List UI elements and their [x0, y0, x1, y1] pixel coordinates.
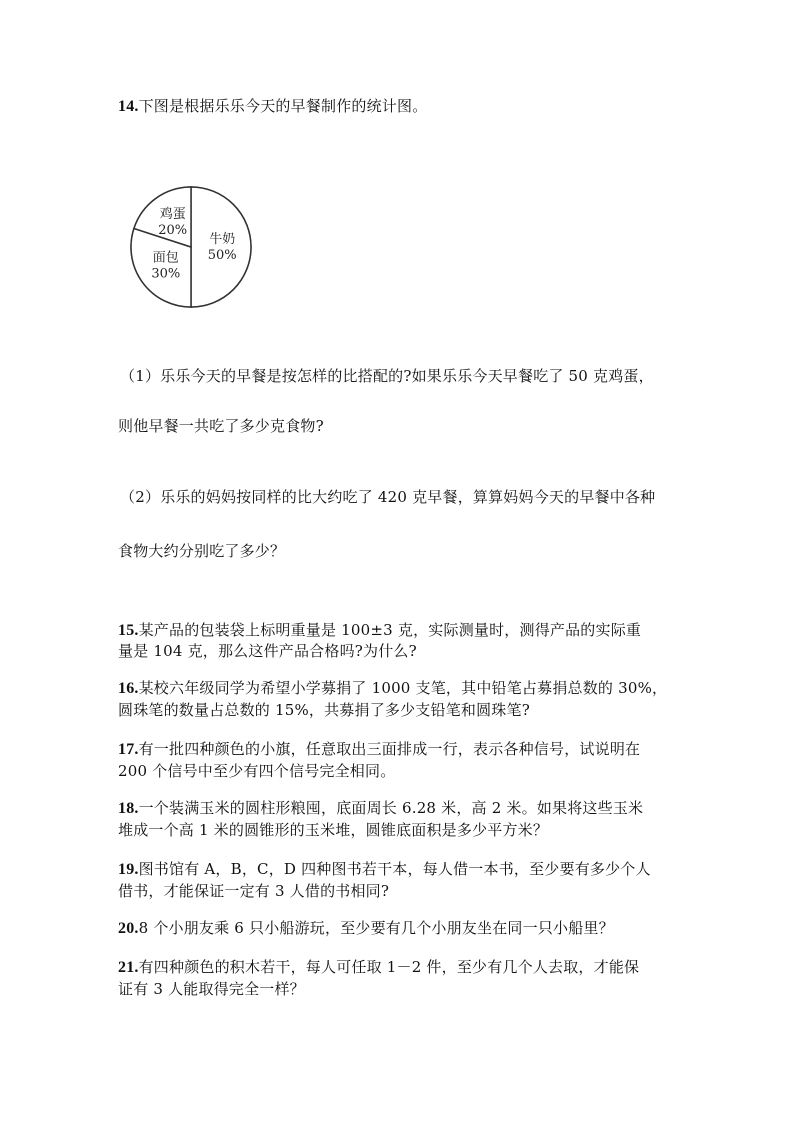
pie-slices	[131, 187, 251, 307]
question-number: 19.	[118, 861, 139, 878]
q16-line1	[118, 678, 667, 699]
question-number: 16.	[118, 680, 139, 697]
q14-sub1-line2: 则他早餐一共吃了多少克食物?	[118, 417, 324, 435]
pie-percent-label: 20%	[158, 222, 188, 238]
q19-line2: 借书，才能保证一定有 3 人借的书相同?	[118, 882, 390, 900]
breakfast-pie-chart	[128, 184, 258, 310]
pie-percent-label: 30%	[151, 266, 181, 282]
question-number: 18.	[118, 800, 139, 817]
question-text: 有一批四种颜色的小旗，任意取出三面排成一行，表示各种信号，试说明在	[138, 740, 641, 758]
q14-sub2-line2: 食物大约分别吃了多少？	[118, 542, 286, 560]
q15-line1	[118, 620, 641, 641]
question-text: 图书馆有 A，B，C，D 四种图书若干本，每人借一本书，至少要有多少个人	[138, 860, 651, 878]
pie-percent-label: 50%	[207, 248, 237, 263]
q17-line2: 200 个信号中至少有四个信号完全相同。	[118, 762, 396, 780]
q14-sub1-line1: （1）乐乐今天的早餐是按怎样的比搭配的?如果乐乐今天早餐吃了 50 克鸡蛋，	[120, 367, 654, 385]
question-text: 8 个小朋友乘 6 只小船游玩，至少要有几个小朋友坐在同一只小船里？	[138, 919, 614, 937]
q21-line1	[118, 957, 639, 978]
q19-line1	[118, 859, 651, 880]
pie-category-label: 牛奶	[209, 232, 236, 247]
q17-line1	[118, 739, 640, 760]
q15-line2: 量是 104 克，那么这件产品合格吗?为什么?	[118, 642, 417, 660]
question-text: 下图是根据乐乐今天的早餐制作的统计图。	[138, 97, 428, 115]
pie-slice-0	[191, 187, 251, 307]
question-number: 20.	[118, 920, 139, 937]
q18-line1	[118, 798, 643, 819]
question-number: 21.	[118, 959, 139, 976]
question-number: 15.	[118, 622, 139, 639]
pie-category-label: 面包	[152, 250, 179, 266]
question-number: 17.	[118, 741, 139, 758]
question-text: 一个装满玉米的圆柱形粮囤，底面周长 6.28 米，高 2 米。如果将这些玉米	[138, 799, 644, 817]
q20-line1	[118, 918, 614, 939]
q16-line2: 圆珠笔的数量占总数的 15%，共募捐了多少支铅笔和圆珠笔?	[118, 701, 530, 719]
question-text: 某校六年级同学为希望小学募捐了 1000 支笔，其中铅笔占募捐总数的 30%，	[138, 679, 668, 697]
q21-line2: 证有 3 人能取得完全一样？	[118, 980, 305, 998]
question-number: 14.	[118, 98, 139, 115]
q14-stem	[118, 96, 427, 117]
question-text: 某产品的包装袋上标明重量是 100±3 克，实际测量时，测得产品的实际重	[138, 621, 642, 639]
q18-line2: 堆成一个高 1 米的圆锥形的玉米堆，圆锥底面积是多少平方米？	[118, 821, 549, 839]
q14-sub2-line1: （2）乐乐的妈妈按同样的比大约吃了 420 克早餐，算算妈妈今天的早餐中各种	[120, 488, 656, 506]
question-text: 有四种颜色的积木若干，每人可任取 1－2 件，至少有几个人去取，才能保	[138, 958, 640, 976]
pie-category-label: 鸡蛋	[159, 206, 186, 222]
